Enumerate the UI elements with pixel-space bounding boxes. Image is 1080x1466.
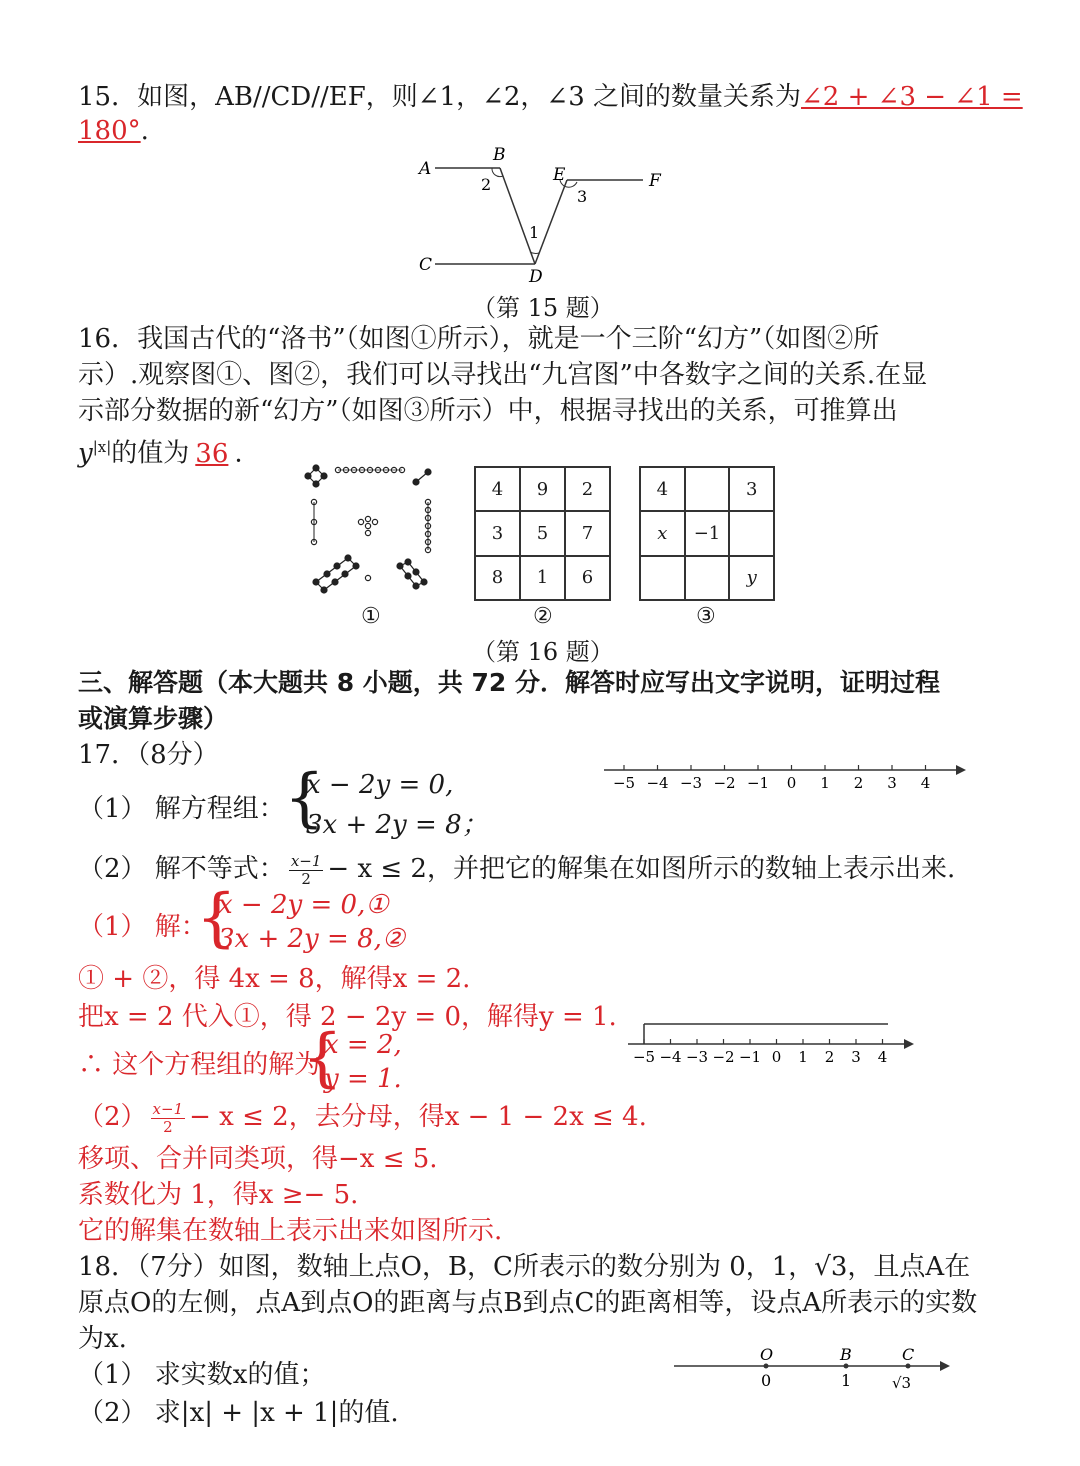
q17-eq1: x − 2y = 0,	[306, 770, 454, 800]
q17-number-line	[600, 756, 970, 796]
cell: 7	[565, 511, 610, 555]
cell: y	[729, 556, 774, 600]
q18-p1: （1） 求实数x的值；	[78, 1360, 326, 1390]
brace-icon: {	[284, 761, 325, 835]
q18-p2: （2） 求|x| + |x + 1|的值.	[78, 1398, 399, 1428]
cell: 4	[640, 467, 685, 511]
q16-line2: 示）.观察图①、图②，我们可以寻找出“九宫图”中各数字之间的关系.在显	[78, 360, 928, 390]
frac-num: x−1	[290, 851, 322, 870]
q16-exp: |x|	[92, 438, 112, 456]
q15-answer-a: ∠2 + ∠3 − ∠1 =	[801, 82, 1023, 112]
fig-label-2: ②	[533, 604, 553, 629]
fig-label-1: ①	[361, 604, 381, 629]
cell: 8	[475, 556, 520, 600]
fig-label-3: ③	[696, 604, 716, 629]
q16-line1: 16．我国古代的“洛书”（如图①所示），就是一个三阶“幻方”（如图②所	[78, 324, 880, 354]
tick-label: −3	[679, 774, 703, 792]
tick-label: −2	[713, 774, 736, 792]
q16-line3: 示部分数据的新“幻方”（如图③所示）中，根据寻找出的关系，可推算出	[78, 396, 898, 426]
fraction	[289, 853, 324, 888]
sol-s2: ① + ②，得 4x = 8，解得x = 2.	[78, 964, 471, 994]
brace-icon: {	[302, 1021, 343, 1095]
q18-number-line	[670, 1344, 960, 1404]
q17-p2-pre: （2） 解不等式：	[78, 854, 285, 884]
cell	[685, 556, 730, 600]
tick-label: −4	[646, 774, 669, 792]
value-1: 1	[841, 1371, 852, 1390]
sol-eq1: x − 2y = 0,①	[218, 890, 389, 920]
q16-end: .	[234, 438, 243, 469]
q15-text-2	[78, 114, 149, 148]
cell	[729, 511, 774, 555]
cell	[640, 556, 685, 600]
point-B: B	[840, 1345, 852, 1364]
magic-square-2	[474, 466, 611, 601]
cell: 6	[565, 556, 610, 600]
sol-y: y = 1.	[324, 1064, 402, 1094]
label-F: F	[649, 171, 661, 191]
sol-s1-label: （1） 解：	[78, 912, 207, 942]
tick-label: −2	[712, 1048, 735, 1066]
label-E: E	[553, 165, 566, 185]
cell	[685, 467, 730, 511]
cell: 5	[520, 511, 565, 555]
q16-answer: 36	[195, 438, 229, 469]
sol-x: x = 2,	[324, 1030, 402, 1060]
q17-eq2: 3x + 2y = 8；	[306, 810, 488, 840]
q15-text	[78, 80, 1023, 114]
cell: 9	[520, 467, 565, 511]
cell: x	[640, 511, 685, 555]
luoshu-figure	[300, 462, 450, 602]
cell: 4	[475, 467, 520, 511]
sol-s7: 系数化为 1，得x ≥− 5.	[78, 1180, 359, 1210]
q17-p2-post: − x ≤ 2，并把它的解集在如图所示的数轴上表示出来.	[327, 854, 956, 884]
label-B: B	[493, 145, 506, 165]
tick-label: 4	[877, 1048, 888, 1066]
tick-label: 0	[786, 774, 797, 792]
tick-label: 3	[851, 1048, 861, 1066]
cell: 3	[475, 511, 520, 555]
q17-p1-label: （1） 解方程组：	[78, 794, 285, 824]
frac-den: 2	[301, 869, 311, 888]
q17-header: 17．（8分）	[78, 740, 219, 770]
section3-heading-2: 或演算步骤）	[78, 704, 229, 733]
q18-line1: 18．（7分）如图，数轴上点O，B，C所表示的数分别为 0，1，√3，且点A在	[78, 1252, 971, 1282]
q18-line3: 为x.	[78, 1324, 127, 1354]
section3-heading: 三、解答题（本大题共 8 小题，共 72 分．解答时应写出文字说明，证明过程	[78, 668, 941, 697]
q15-period: .	[140, 116, 149, 146]
tick-label: 3	[887, 774, 897, 792]
angle-3: 3	[577, 187, 588, 206]
tick-label: −1	[738, 1048, 762, 1066]
q18-line2: 原点O的左侧，点A到点O的距离与点B到点C的距离相等，设点A所表示的实数	[78, 1288, 978, 1318]
label-C: C	[419, 255, 433, 275]
cell: 3	[729, 467, 774, 511]
tick-label: −5	[612, 774, 636, 792]
cell: 2	[565, 467, 610, 511]
tick-label: 2	[824, 1048, 835, 1066]
frac-den: 2	[163, 1117, 173, 1136]
value-0: 0	[761, 1371, 772, 1390]
value-sqrt3: √3	[892, 1374, 912, 1392]
q16-y: y	[78, 438, 93, 469]
sol-s6: 移项、合并同类项，得−x ≤ 5.	[78, 1144, 438, 1174]
sol-s4-label: ∴ 这个方程组的解为	[78, 1050, 321, 1080]
tick-label: −3	[685, 1048, 709, 1066]
q16-mid: 的值为	[111, 438, 190, 469]
tick-label: −4	[659, 1048, 682, 1066]
sol-s8: 它的解集在数轴上表示出来如图所示.	[78, 1216, 503, 1246]
q15-figure	[405, 140, 695, 290]
q15-answer-b: 180°	[78, 116, 141, 146]
sol-eq2: 3x + 2y = 8,②	[218, 924, 406, 954]
frac-num: x−1	[152, 1099, 184, 1118]
q16-line4	[78, 430, 243, 471]
tick-label: −1	[746, 774, 770, 792]
tick-label: 0	[771, 1048, 782, 1066]
sol-s5	[78, 1100, 647, 1136]
q16-caption: （第 16 题）	[472, 638, 614, 666]
q15-caption: （第 15 题）	[472, 294, 614, 322]
label-A: A	[419, 159, 432, 179]
angle-2: 2	[481, 175, 492, 194]
label-D: D	[529, 267, 543, 287]
tick-label: 1	[798, 1048, 808, 1066]
sol-s5-pre: （2）	[78, 1102, 147, 1132]
sol-s5-post: − x ≤ 2，去分母，得x − 1 − 2x ≤ 4.	[189, 1102, 647, 1132]
sol-number-line	[624, 1018, 924, 1068]
cell: −1	[685, 511, 730, 555]
tick-label: 4	[920, 774, 931, 792]
fraction	[151, 1101, 186, 1136]
sol-s3: 把x = 2 代入①，得 2 − 2y = 0，解得y = 1.	[78, 1002, 617, 1032]
point-C: C	[902, 1345, 915, 1364]
angle-1: 1	[529, 223, 540, 242]
tick-label: 2	[853, 774, 864, 792]
q15-stem: 15．如图，AB//CD//EF，则∠1，∠2，∠3 之间的数量关系为	[78, 82, 802, 112]
brace-icon: {	[196, 881, 237, 955]
cell: 1	[520, 556, 565, 600]
tick-label: 1	[820, 774, 830, 792]
point-O: O	[760, 1345, 774, 1364]
tick-label: −5	[632, 1048, 656, 1066]
magic-square-3	[639, 466, 775, 601]
